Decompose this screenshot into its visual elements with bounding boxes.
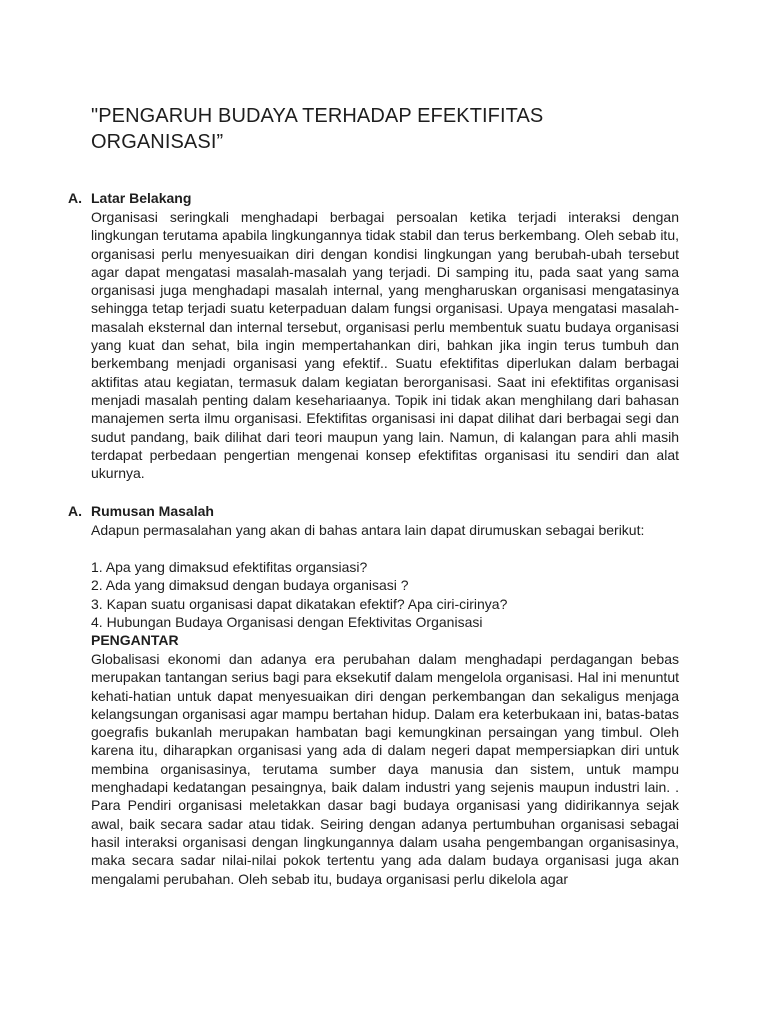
section-marker: A. (68, 503, 82, 519)
list-item: 3. Kapan suatu organisasi dapat dikatakan efektif? Apa ciri-cirinya? (91, 595, 508, 612)
list-item: 2. Ada yang dimaksud dengan budaya organisasi ? (91, 577, 409, 594)
latar-belakang-paragraph: Organisasi seringkali menghadapi berbagai persoalan ketika terjadi interaksi dengan lingkungan terutama apabila lingkungannya tidak stabil dan terus berkembang. Oleh sebab itu, organisasi perlu menyesuaikan diri dengan kondisi lingkungan yang berubah-ubah tersebut agar dapat mengatasi masalah-masalah yang terjadi. Di samping itu, pada saat yang sama organisasi juga menghadapi masalah internal, yang mengharuskan organisasi mengatasinya sehingga tetap terjadi suatu keterpaduan dalam fungsi organisasi. Upaya mengatasi masalah-masalah eksternal dan internal tersebut, organisasi perlu membentuk suatu budaya organisasi yang kuat dan sehat, bila ingin mempertahankan diri, bahkan jika ingin terus tumbuh dan berkembang menjadi organisasi yang efektif.. Suatu efektifitas diperlukan dalam berbagai aktifitas atau kegiatan, termasuk dalam kegiatan berorganisasi. Saat ini efektifitas organisasi menjadi masalah penting dalam kesehariaanya. Topik ini tidak akan menghilang dari bahasan manajemen serta ilmu organisasi. Efektifitas organisasi ini dapat dilihat dari berbagai segi dan sudut pandang, baik dilihat dari teori maupun yang lain. Namun, di kalangan para ahli masih terdapat perbedaan pengertian mengenai konsep efektifitas organisasi itu sendiri dan alat ukurnya. (91, 209, 679, 482)
section-heading-label: Rumusan Masalah (91, 503, 214, 519)
rumusan-masalah-list (91, 558, 679, 631)
section-heading-latar-belakang (68, 189, 191, 207)
section-heading-rumusan-masalah (68, 502, 214, 520)
list-item: 1. Apa yang dimaksud efektifitas organsiasi? (91, 559, 368, 575)
document-title: "PENGARUH BUDAYA TERHADAP EFEKTIFITAS ORGANISASI” (91, 105, 544, 153)
pengantar-heading: PENGANTAR (91, 632, 179, 648)
list-item: 4. Hubungan Budaya Organisasi dengan Efektivitas Organisasi (91, 613, 483, 630)
section-marker: A. (68, 190, 82, 206)
rumusan-masalah-intro: Adapun permasalahan yang akan di bahas antara lain dapat dirumuskan sebagai berikut: (91, 522, 645, 538)
pengantar-paragraph: Globalisasi ekonomi dan adanya era perubahan dalam menghadapi perdagangan bebas merupakan tantangan serius bagi para eksekutif dalam mengelola organisasi. Hal ini menuntut kehati-hatian untuk dapat menyesuaikan diri dengan perkembangan dan sekaligus menjaga kelangsungan organisasi agar mampu bertahan hidup. Dalam era keterbukaan ini, batas-batas goegrafis bukanlah merupakan hambatan bagi kemungkinan persaingan yang timbul. Oleh karena itu, diharapkan organisasi yang ada di dalam negeri dapat mempersiapkan diri untuk membina organisasinya, terutama sumber daya manusia dan sistem, untuk mampu menghadapi kedatangan pesaingnya, baik dalam industri yang sejenis maupun industri lain. . Para Pendiri organisasi meletakkan dasar bagi budaya organisasi yang didirikannya sejak awal, baik secara sadar atau tidak. Seiring dengan adanya pertumbuhan organisasi sebagai hasil interaksi organisasi dengan lingkungannya dalam usaha pengembangan organisasinya, maka secara sadar nilai-nilai pokok tertentu yang ada dalam budaya organisasi juga akan mengalami perubahan. Oleh sebab itu, budaya organisasi perlu dikelola agar (91, 651, 679, 887)
section-heading-label: Latar Belakang (91, 190, 192, 206)
